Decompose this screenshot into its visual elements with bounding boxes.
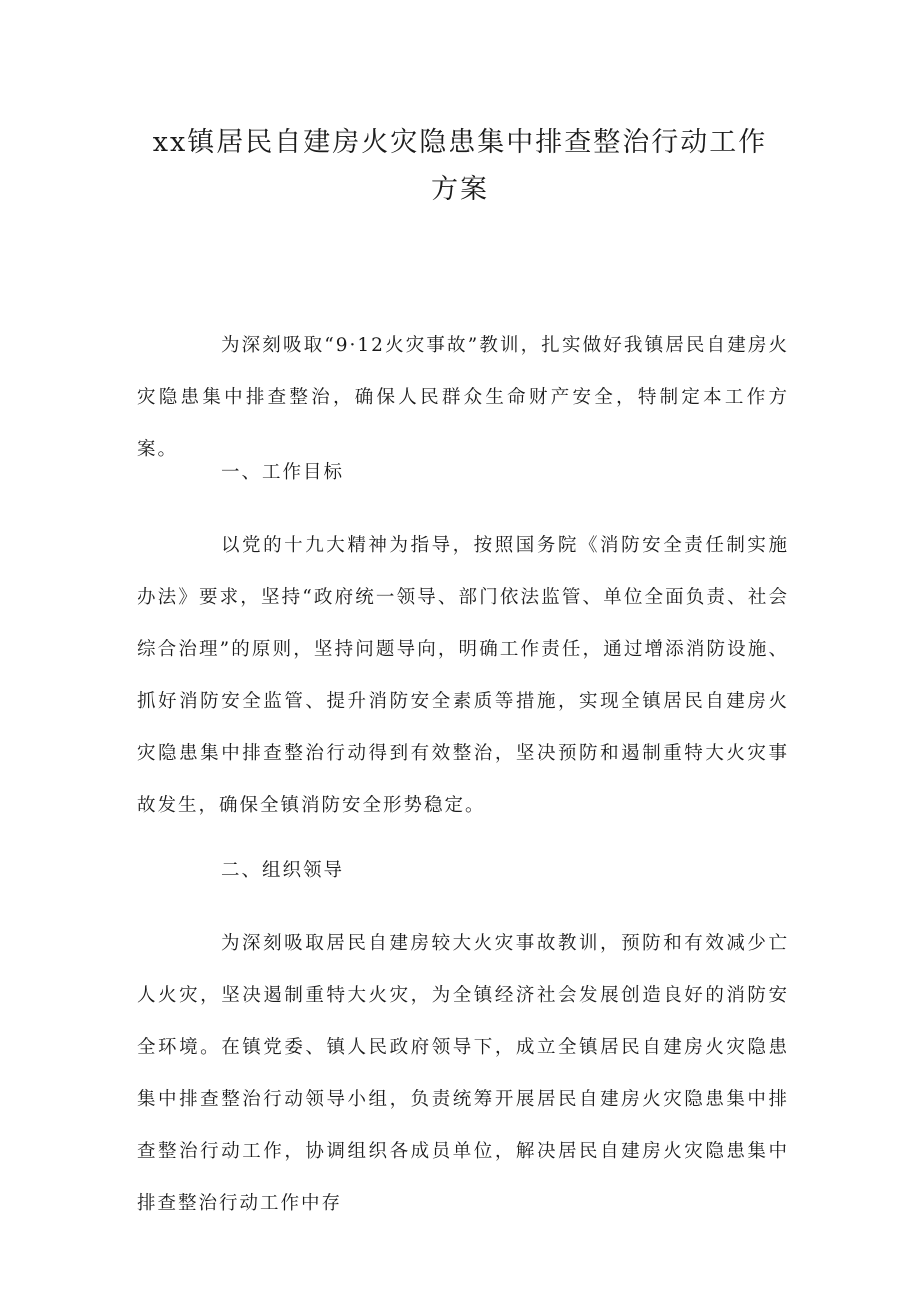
- document-title-line1: xx镇居民自建房火灾隐患集中排查整治行动工作: [152, 127, 768, 158]
- section-body-goals: 以党的十九大精神为指导，按照国务院《消防安全责任制实施办法》要求，坚持“政府统一领导、部门依法监管、单位全面负责、社会综合治理”的原则，坚持问题导向，明确工作责任，通过增添消防设施、抓好消防安全监管、提升消防安全素质等措施，实现全镇居民自建房火灾隐患集中排查整治行动得到有效整治，坚决预防和遏制重特大火灾事故发生，确保全镇消防安全形势稳定。: [137, 535, 789, 816]
- intro-paragraph: 为深刻吸取“9·12火灾事故”教训，扎实做好我镇居民自建房火灾隐患集中排查整治，确保人民群众生命财产安全，特制定本工作方案。: [137, 335, 789, 460]
- section-heading-organization: 二、组织领导: [221, 860, 345, 881]
- section-body-organization: 为深刻吸取居民自建房较大火灾事故教训，预防和有效减少亡人火灾，坚决遏制重特大火灾，为全镇经济社会发展创造良好的消防安全环境。在镇党委、镇人民政府领导下，成立全镇居民自建房火灾隐患集中排查整治行动领导小组，负责统筹开展居民自建房火灾隐患集中排查整治行动工作，协调组织各成员单位，解决居民自建房火灾隐患集中排查整治行动工作中存: [137, 933, 789, 1214]
- document-title-line2: 方案: [431, 174, 489, 205]
- section-heading-goals: 一、工作目标: [221, 462, 345, 483]
